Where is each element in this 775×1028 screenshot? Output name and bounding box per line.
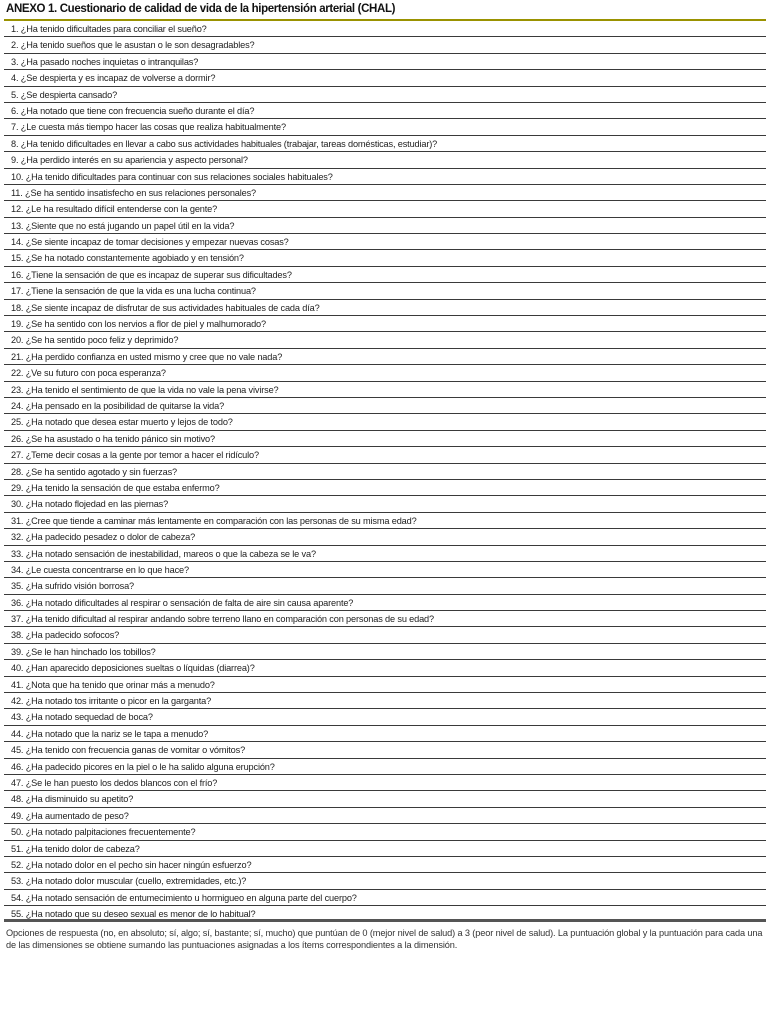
question-item: 45. ¿Ha tenido con frecuencia ganas de vomitar o vómitos? (4, 742, 766, 758)
question-item: 10. ¿Ha tenido dificultades para continuar con sus relaciones sociales habituales? (4, 169, 766, 185)
question-item: 25. ¿Ha notado que desea estar muerto y lejos de todo? (4, 414, 766, 430)
question-item: 12. ¿Le ha resultado difícil entenderse con la gente? (4, 201, 766, 217)
question-item: 52. ¿Ha notado dolor en el pecho sin hacer ningún esfuerzo? (4, 857, 766, 873)
question-item: 54. ¿Ha notado sensación de entumecimiento u hormigueo en alguna parte del cuerpo? (4, 890, 766, 906)
question-item: 31. ¿Cree que tiende a caminar más lentamente en comparación con las personas de su misma edad? (4, 513, 766, 529)
question-item: 19. ¿Se ha sentido con los nervios a flor de piel y malhumorado? (4, 316, 766, 332)
question-item: 42. ¿Ha notado tos irritante o picor en la garganta? (4, 693, 766, 709)
question-item: 2. ¿Ha tenido sueños que le asustan o le son desagradables? (4, 37, 766, 53)
question-item: 7. ¿Le cuesta más tiempo hacer las cosas que realiza habitualmente? (4, 119, 766, 135)
question-item: 32. ¿Ha padecido pesadez o dolor de cabeza? (4, 529, 766, 545)
question-item: 3. ¿Ha pasado noches inquietas o intranquilas? (4, 54, 766, 70)
question-item: 11. ¿Se ha sentido insatisfecho en sus relaciones personales? (4, 185, 766, 201)
question-item: 8. ¿Ha tenido dificultades en llevar a cabo sus actividades habituales (trabajar, tareas domésticas, estudiar)? (4, 136, 766, 152)
question-item: 21. ¿Ha perdido confianza en usted mismo y cree que no vale nada? (4, 349, 766, 365)
question-item: 49. ¿Ha aumentado de peso? (4, 808, 766, 824)
question-item: 36. ¿Ha notado dificultades al respirar o sensación de falta de aire sin causa aparente? (4, 595, 766, 611)
annex-title: ANEXO 1. Cuestionario de calidad de vida de la hipertensión arterial (CHAL) (4, 0, 766, 21)
question-item: 37. ¿Ha tenido dificultad al respirar andando sobre terreno llano en comparación con personas de su edad? (4, 611, 766, 627)
question-item: 27. ¿Teme decir cosas a la gente por temor a hacer el ridículo? (4, 447, 766, 463)
question-item: 46. ¿Ha padecido picores en la piel o le ha salido alguna erupción? (4, 759, 766, 775)
question-item: 35. ¿Ha sufrido visión borrosa? (4, 578, 766, 594)
question-item: 40. ¿Han aparecido deposiciones sueltas o líquidas (diarrea)? (4, 660, 766, 676)
question-item: 5. ¿Se despierta cansado? (4, 87, 766, 103)
question-item: 1. ¿Ha tenido dificultades para conciliar el sueño? (4, 21, 766, 37)
question-item: 26. ¿Se ha asustado o ha tenido pánico sin motivo? (4, 431, 766, 447)
question-item: 43. ¿Ha notado sequedad de boca? (4, 709, 766, 725)
question-item: 44. ¿Ha notado que la nariz se le tapa a menudo? (4, 726, 766, 742)
question-item: 47. ¿Se le han puesto los dedos blancos con el frío? (4, 775, 766, 791)
questionnaire-list (4, 21, 766, 922)
question-item: 55. ¿Ha notado que su deseo sexual es menor de lo habitual? (4, 906, 766, 922)
question-item: 18. ¿Se siente incapaz de disfrutar de sus actividades habituales de cada día? (4, 300, 766, 316)
question-item: 15. ¿Se ha notado constantemente agobiado y en tensión? (4, 250, 766, 266)
question-item: 9. ¿Ha perdido interés en su apariencia y aspecto personal? (4, 152, 766, 168)
question-item: 28. ¿Se ha sentido agotado y sin fuerzas? (4, 464, 766, 480)
question-item: 50. ¿Ha notado palpitaciones frecuentemente? (4, 824, 766, 840)
question-item: 14. ¿Se siente incapaz de tomar decisiones y empezar nuevas cosas? (4, 234, 766, 250)
question-item: 13. ¿Siente que no está jugando un papel útil en la vida? (4, 218, 766, 234)
annex-document (4, 0, 766, 951)
response-options-footnote: Opciones de respuesta (no, en absoluto; sí, algo; sí, bastante; sí, mucho) que puntúan de 0 (mejor nivel de salud) a 3 (peor nivel de salud). La puntuación global y la puntuación para cada una de las dimensiones se obtiene sumando las puntuaciones asignadas a los ítems correspondientes a la dimensión. (6, 928, 763, 950)
question-item: 22. ¿Ve su futuro con poca esperanza? (4, 365, 766, 381)
question-item: 38. ¿Ha padecido sofocos? (4, 627, 766, 643)
question-item: 33. ¿Ha notado sensación de inestabilidad, mareos o que la cabeza se le va? (4, 546, 766, 562)
question-item: 4. ¿Se despierta y es incapaz de volverse a dormir? (4, 70, 766, 86)
question-item: 48. ¿Ha disminuido su apetito? (4, 791, 766, 807)
question-item: 24. ¿Ha pensado en la posibilidad de quitarse la vida? (4, 398, 766, 414)
question-item: 30. ¿Ha notado flojedad en las piernas? (4, 496, 766, 512)
question-item: 51. ¿Ha tenido dolor de cabeza? (4, 841, 766, 857)
question-item: 34. ¿Le cuesta concentrarse en lo que hace? (4, 562, 766, 578)
question-item: 17. ¿Tiene la sensación de que la vida es una lucha continua? (4, 283, 766, 299)
question-item: 29. ¿Ha tenido la sensación de que estaba enfermo? (4, 480, 766, 496)
question-item: 41. ¿Nota que ha tenido que orinar más a menudo? (4, 677, 766, 693)
question-item: 6. ¿Ha notado que tiene con frecuencia sueño durante el día? (4, 103, 766, 119)
question-item: 20. ¿Se ha sentido poco feliz y deprimido? (4, 332, 766, 348)
question-item: 39. ¿Se le han hinchado los tobillos? (4, 644, 766, 660)
question-item: 23. ¿Ha tenido el sentimiento de que la vida no vale la pena vivirse? (4, 382, 766, 398)
question-item: 16. ¿Tiene la sensación de que es incapaz de superar sus dificultades? (4, 267, 766, 283)
question-item: 53. ¿Ha notado dolor muscular (cuello, extremidades, etc.)? (4, 873, 766, 889)
